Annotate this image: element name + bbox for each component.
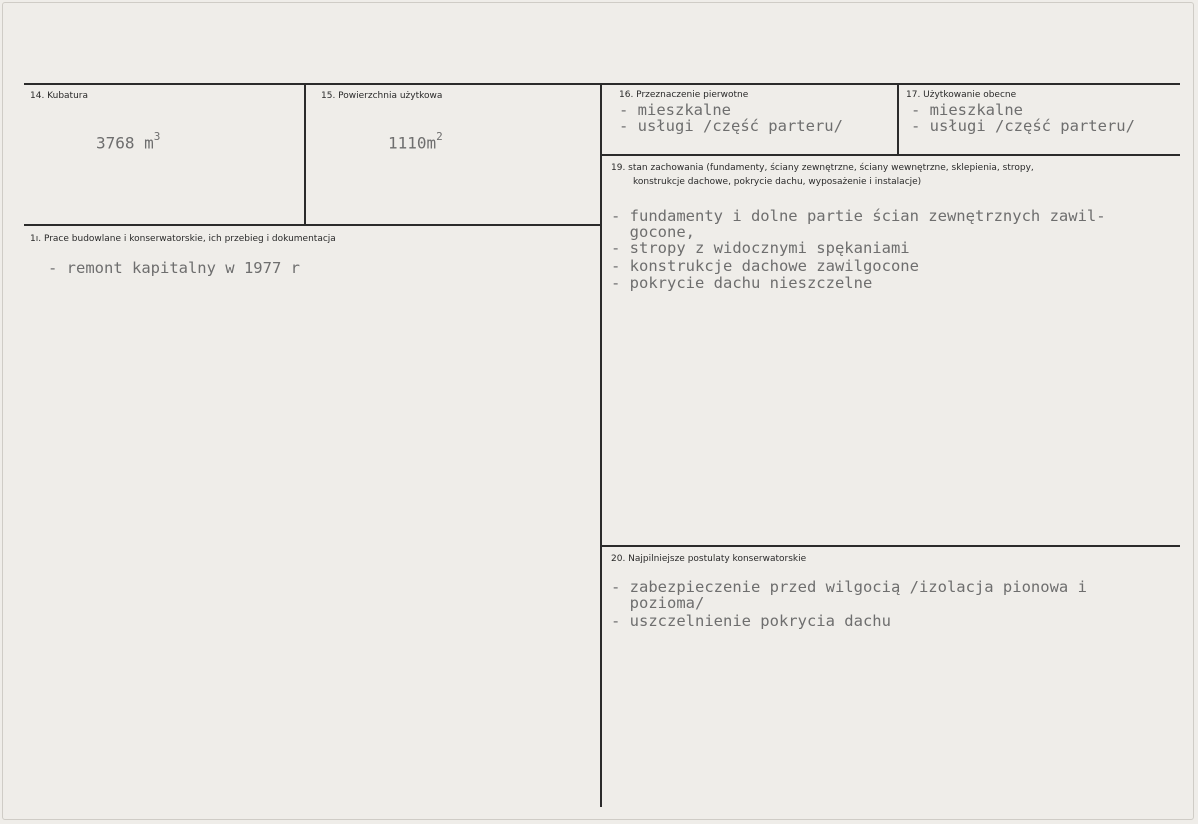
field-18-line-1: - remont kapitalny w 1977 r	[48, 259, 300, 277]
divider-center	[600, 83, 602, 807]
divider-14-15	[304, 83, 306, 225]
field-17-line-2: - usługi /część parteru/	[911, 117, 1135, 135]
field-14-value	[96, 128, 160, 154]
powierzchnia-unit-exponent: 2	[436, 130, 443, 143]
field-19-line-5: - pokrycie dachu nieszczelne	[611, 274, 873, 292]
field-20-label: 20. Najpilniejsze postulaty konserwatorskie	[611, 554, 807, 564]
field-16-line-2: - usługi /część parteru/	[619, 117, 843, 135]
field-14-label: 14. Kubatura	[30, 91, 89, 101]
field-19-line-4: - konstrukcje dachowe zawilgocone	[611, 257, 919, 275]
kubatura-value: 3768 m	[96, 133, 154, 153]
field-20-line-3: - uszczelnienie pokrycia dachu	[611, 612, 891, 630]
field-20-line-1: - zabezpieczenie przed wilgocią /izolacja pionowa i	[611, 578, 1087, 596]
field-19-label-line-1: 19. stan zachowania (fundamenty, ściany zewnętrzne, ściany wewnętrzne, sklepienia, stropy,	[611, 163, 1034, 173]
field-17-line-1: - mieszkalne	[911, 101, 1023, 119]
divider-16-17	[897, 83, 899, 155]
rule-right-lower	[602, 545, 1180, 547]
field-16-line-1: - mieszkalne	[619, 101, 731, 119]
field-18-label: 1ı. Prace budowlane i konserwatorskie, ich przebieg i dokumentacja	[30, 234, 336, 244]
field-19-line-3: - stropy z widocznymi spękaniami	[611, 239, 910, 257]
top-rule	[24, 83, 1180, 85]
field-15-label: 15. Powierzchnia użytkowa	[321, 91, 443, 101]
kubatura-unit-exponent: 3	[153, 130, 161, 143]
field-17-label: 17. Użytkowanie obecne	[906, 90, 1017, 100]
field-20-line-2: pozioma/	[611, 594, 705, 612]
field-19-label-line-2: konstrukcje dachowe, pokrycie dachu, wyposażenie i instalacje)	[633, 177, 922, 187]
rule-left-middle	[24, 224, 602, 226]
field-16-label: 16. Przeznaczenie pierwotne	[619, 90, 749, 100]
field-15-value	[388, 128, 443, 154]
rule-right-upper	[602, 154, 1180, 156]
powierzchnia-value: 1110m	[388, 133, 437, 153]
field-19-line-2: gocone,	[611, 223, 695, 241]
field-19-line-1: - fundamenty i dolne partie ścian zewnętrznych zawil-	[611, 207, 1106, 225]
